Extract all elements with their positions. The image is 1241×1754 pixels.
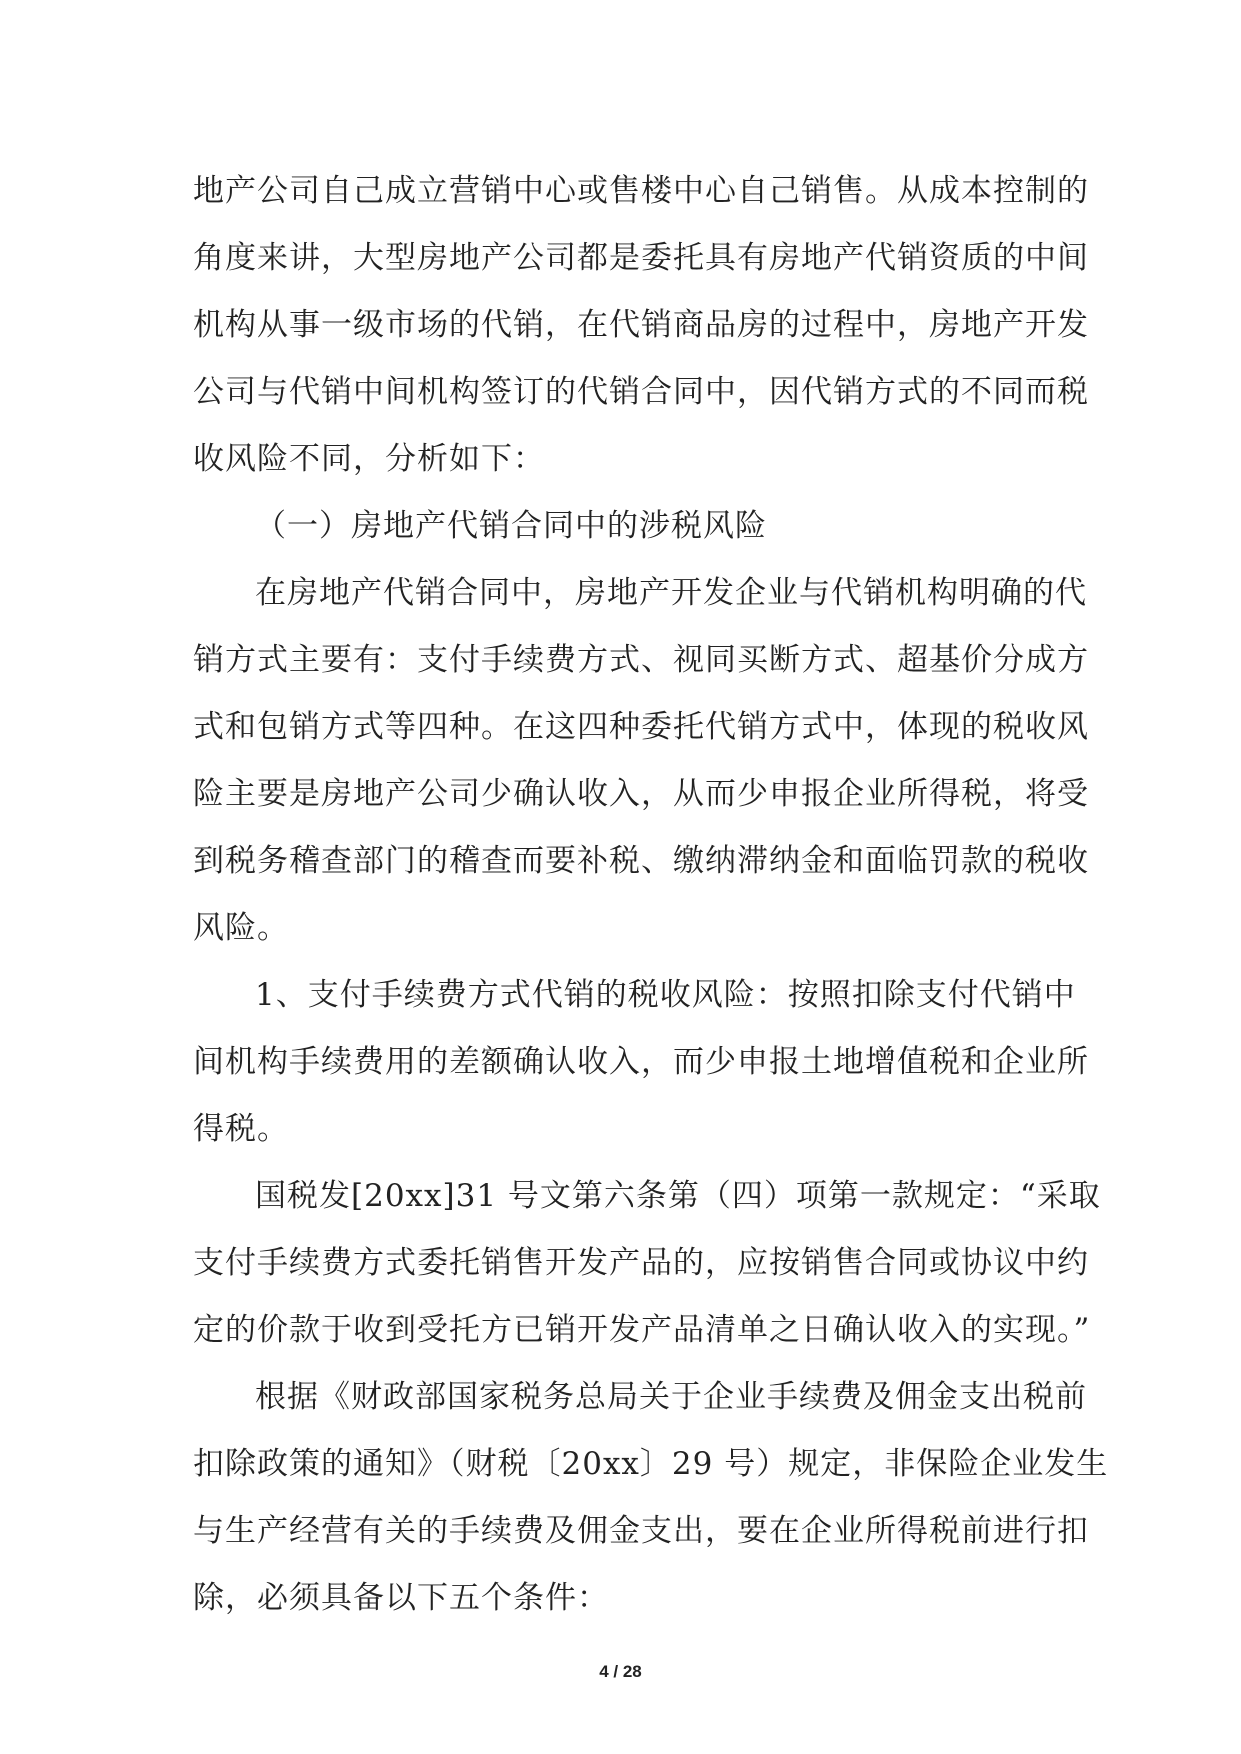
text-line: 地产公司自己成立营销中心或售楼中心自己销售。从成本控制的 [193, 173, 1089, 209]
text-line: 在房地产代销合同中，房地产开发企业与代销机构明确的代 [255, 575, 1087, 611]
paragraph [193, 962, 1089, 1163]
paragraph [193, 1364, 1109, 1632]
text-line: 销方式主要有：支付手续费方式、视同买断方式、超基价分成方 [193, 642, 1089, 678]
page-number: 4 / 28 [599, 1662, 642, 1681]
text-line: 风险。 [193, 910, 289, 946]
paragraph [193, 560, 1089, 962]
text-line: 除，必须具备以下五个条件： [193, 1580, 609, 1616]
text-line: 根据《财政部国家税务总局关于企业手续费及佣金支出税前 [255, 1379, 1087, 1415]
document-body [193, 158, 1109, 1632]
paragraph [193, 158, 1089, 493]
text-line: 间机构手续费用的差额确认收入，而少申报土地增值税和企业所 [193, 1044, 1089, 1080]
text-line: 机构从事一级市场的代销，在代销商品房的过程中，房地产开发 [193, 307, 1089, 343]
section-heading [193, 493, 1053, 560]
text-line: 收风险不同，分析如下： [193, 441, 545, 477]
text-line: 支付手续费方式委托销售开发产品的，应按销售合同或协议中约 [193, 1245, 1089, 1281]
text-line: 扣除政策的通知》（财税〔20xx〕29 号）规定，非保险企业发生 [193, 1446, 1109, 1482]
text-line: 国税发[20xx]31 号文第六条第（四）项第一款规定：“采取 [255, 1178, 1101, 1214]
text-line: 定的价款于收到受托方已销开发产品清单之日确认收入的实现。” [193, 1312, 1091, 1348]
text-line: 1、支付手续费方式代销的税收风险：按照扣除支付代销中 [255, 977, 1076, 1013]
text-line: 到税务稽查部门的稽查而要补税、缴纳滞纳金和面临罚款的税收 [193, 843, 1089, 879]
text-line: 得税。 [193, 1111, 289, 1147]
paragraph [193, 1163, 1101, 1364]
text-line: 险主要是房地产公司少确认收入，从而少申报企业所得税，将受 [193, 776, 1089, 812]
heading-text: （一）房地产代销合同中的涉税风险 [255, 508, 767, 544]
text-line: 与生产经营有关的手续费及佣金支出，要在企业所得税前进行扣 [193, 1513, 1089, 1549]
text-line: 式和包销方式等四种。在这四种委托代销方式中，体现的税收风 [193, 709, 1089, 745]
text-line: 角度来讲，大型房地产公司都是委托具有房地产代销资质的中间 [193, 240, 1089, 276]
text-line: 公司与代销中间机构签订的代销合同中，因代销方式的不同而税 [193, 374, 1089, 410]
